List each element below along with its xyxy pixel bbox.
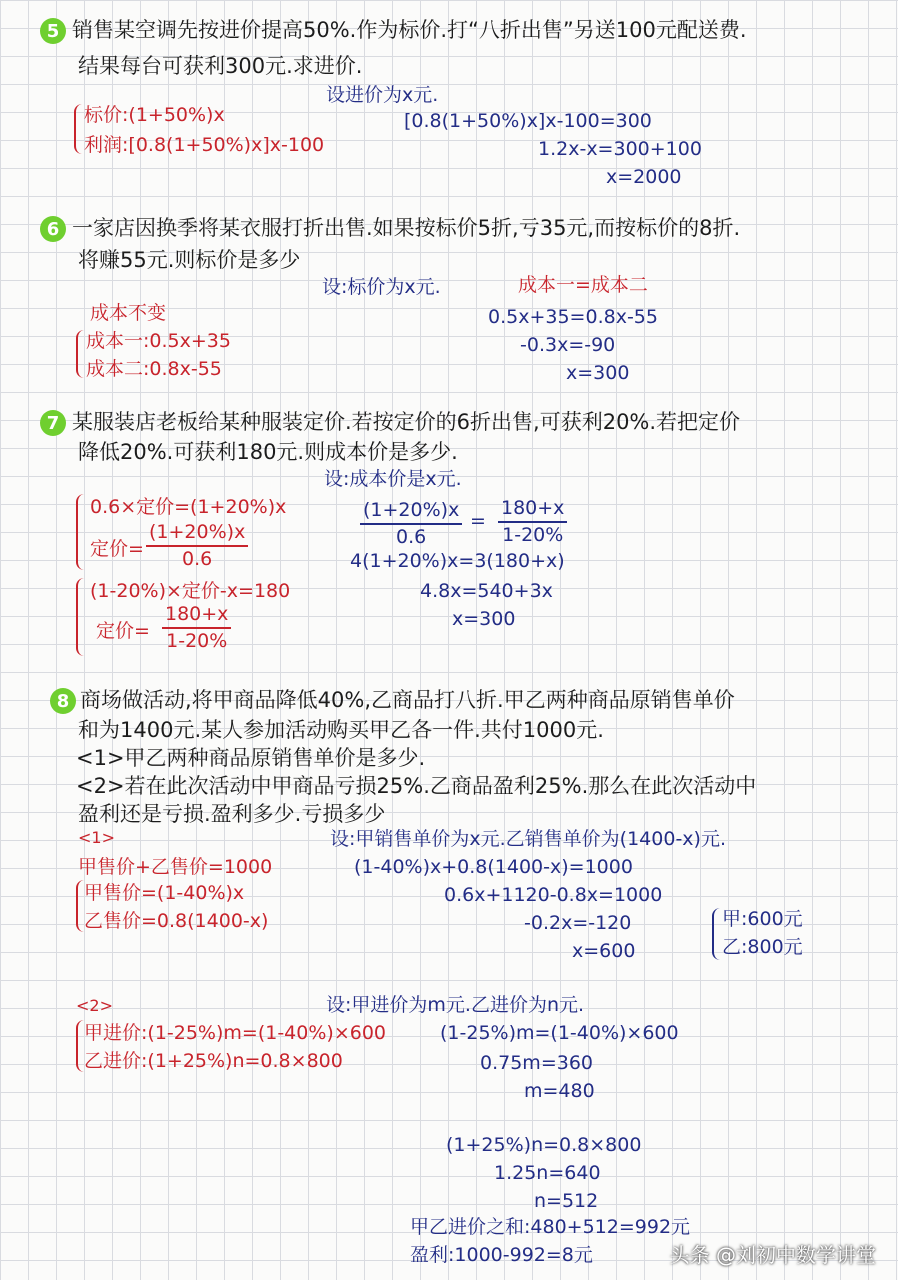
relation-line: 0.6×定价=(1+20%)x [90, 496, 287, 518]
problem-text: 结果每台可获利300元.求进价. [78, 54, 363, 78]
brace [74, 104, 82, 154]
relation-line: 甲售价=(1-40%)x [84, 882, 245, 904]
fraction [360, 500, 462, 548]
answer-line: 乙:800元 [722, 936, 803, 958]
fraction [146, 522, 248, 570]
relation-line: 成本一:0.5x+35 [86, 330, 231, 352]
solution-setup: 设进价为x元. [326, 84, 439, 106]
equation-step: (1-40%)x+0.8(1400-x)=1000 [354, 856, 633, 878]
problem-text: 一家店因换季将某衣服打折出售.如果按标价5折,亏35元,而按标价的8折. [72, 216, 741, 240]
fraction [498, 498, 567, 546]
fraction-numerator: (1+20%)x [146, 522, 248, 547]
equation-step: 0.6x+1120-0.8x=1000 [444, 884, 663, 906]
brace [76, 578, 84, 656]
equals-sign: = [470, 510, 486, 532]
solution-setup: 成本一=成本二 [518, 274, 648, 296]
brace [76, 494, 84, 570]
solution-setup: 设:成本价是x元. [324, 468, 462, 490]
equation-step: 4(1+20%)x=3(180+x) [350, 550, 565, 572]
brace [76, 1020, 84, 1072]
fraction-numerator: (1+20%)x [360, 500, 462, 525]
watermark: 头条 @刘初中数学讲堂 [669, 1243, 876, 1267]
relation-line: 利润:[0.8(1+50%)x]x-100 [84, 134, 325, 156]
problem-text: <1>甲乙两种商品原销售单价是多少. [76, 746, 426, 770]
problem-text: 销售某空调先按进价提高50%.作为标价.打“八折出售”另送100元配送费. [72, 18, 747, 42]
relation-line: 乙售价=0.8(1400-x) [84, 910, 269, 932]
solution-setup: 设:甲进价为m元.乙进价为n元. [326, 994, 585, 1016]
part-tag: <2> [76, 996, 113, 1015]
answer-line: 甲:600元 [722, 908, 803, 930]
equation-step: m=480 [524, 1080, 595, 1102]
equation-step: 4.8x=540+3x [420, 580, 553, 602]
equation-step: 1.25n=640 [494, 1162, 601, 1184]
equation-step: 0.75m=360 [480, 1052, 593, 1074]
fraction [162, 604, 231, 652]
fraction-denominator: 0.6 [396, 525, 427, 548]
fraction-denominator: 0.6 [182, 547, 213, 570]
solution-setup: 设:标价为x元. [322, 276, 441, 298]
problem-text: 某服装店老板给某种服装定价.若按定价的6折出售,可获利20%.若把定价 [72, 410, 741, 434]
fraction-numerator: 180+x [162, 604, 231, 629]
problem-text: 将赚55元.则标价是多少 [78, 248, 301, 272]
relation-line: 甲售价+乙售价=1000 [78, 856, 273, 878]
equation-step: -0.2x=-120 [524, 912, 632, 934]
equation-step: 1.2x-x=300+100 [538, 138, 702, 160]
brace [76, 330, 84, 378]
relation-line: 成本不变 [90, 302, 167, 324]
problem-text: 盈利还是亏损.盈利多少.亏损多少 [78, 802, 386, 826]
problem-number-badge: 7 [40, 410, 66, 436]
fraction-denominator: 1-20% [502, 523, 564, 546]
problem-number-badge: 8 [50, 688, 76, 714]
equation-step: n=512 [534, 1190, 599, 1212]
fraction-numerator: 180+x [498, 498, 567, 523]
equation-step: 甲乙进价之和:480+512=992元 [410, 1216, 691, 1238]
relation-line: 乙进价:(1+25%)n=0.8×800 [84, 1050, 343, 1072]
equation-step: 0.5x+35=0.8x-55 [488, 306, 658, 328]
equation-step: x=2000 [606, 166, 682, 188]
relation-line: 成本二:0.8x-55 [86, 358, 222, 380]
problem-number-badge: 5 [40, 18, 66, 44]
relation-line: 标价:(1+50%)x [84, 104, 225, 126]
relation-label: 定价= [96, 620, 150, 642]
brace [76, 880, 84, 932]
solution-setup: 设:甲销售单价为x元.乙销售单价为(1400-x)元. [330, 828, 727, 850]
equation-step: -0.3x=-90 [520, 334, 616, 356]
equation-step: [0.8(1+50%)x]x-100=300 [404, 110, 652, 132]
brace [712, 908, 720, 960]
problem-text: 商场做活动,将甲商品降低40%,乙商品打八折.甲乙两种商品原销售单价 [80, 688, 735, 712]
equation-step: x=300 [566, 362, 630, 384]
relation-label: 定价= [90, 538, 144, 560]
part-tag: <1> [78, 828, 115, 847]
equation-step: (1+25%)n=0.8×800 [446, 1134, 642, 1156]
relation-line: (1-20%)×定价-x=180 [90, 580, 291, 602]
problem-number-badge: 6 [40, 216, 66, 242]
problem-text: 和为1400元.某人参加活动购买甲乙各一件.共付1000元. [78, 718, 604, 742]
relation-line: 甲进价:(1-25%)m=(1-40%)×600 [84, 1022, 387, 1044]
equation-step: x=300 [452, 608, 516, 630]
problem-text: <2>若在此次活动中甲商品亏损25%.乙商品盈利25%.那么在此次活动中 [76, 774, 757, 798]
fraction-denominator: 1-20% [166, 629, 228, 652]
problem-text: 降低20%.可获利180元.则成本价是多少. [78, 440, 458, 464]
equation-step: x=600 [572, 940, 636, 962]
equation-step: (1-25%)m=(1-40%)×600 [440, 1022, 679, 1044]
equation-step: 盈利:1000-992=8元 [410, 1244, 593, 1266]
